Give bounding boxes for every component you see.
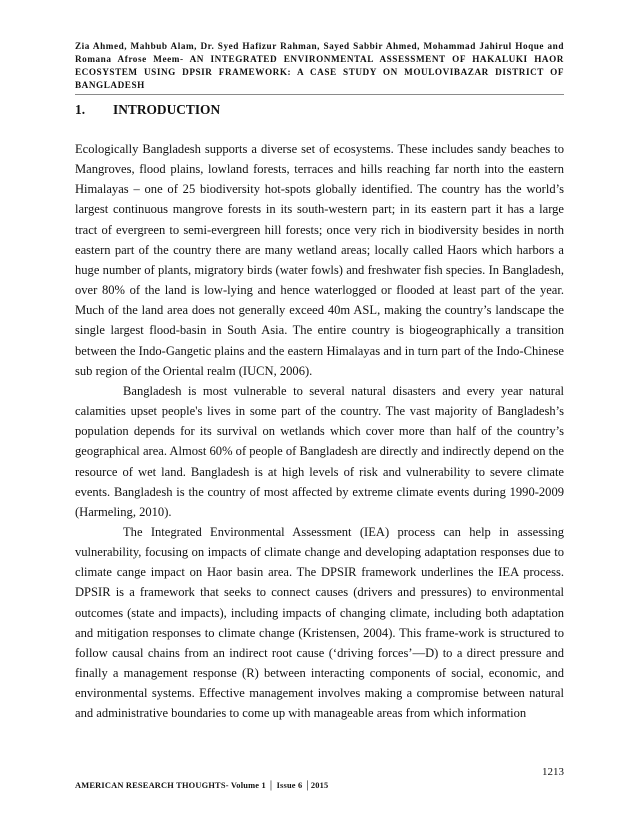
body-text xyxy=(75,139,564,724)
section-title: INTRODUCTION xyxy=(113,102,221,117)
paragraph-1: Ecologically Bangladesh supports a diverse set of ecosystems. These includes sandy beaches to Mangroves, flood plains, lowland forests, terraces and hills reaching far north into the eastern Himalayas – one of 25 biodiversity hot-spots globally identified. The country has the world’s largest continuous mangrove forests in its south-western part; in its eastern part it has a large tract of evergreen to semi-evergreen hill forests; once very rich in biodiversity besides in north eastern part of the country there are many wetland areas; locally called Haors which harbors a huge number of plants, migratory birds (water fowls) and freshwater fish species. In Bangladesh, over 80% of the land is low-lying and hence waterlogged or flooded at least part of the year. Much of the land area does not generally exceed 40m ASL, making the country’s landscape the single largest flood-basin in South Asia. The entire country is biogeographically a transition between the Indo-Gangetic plains and the eastern Himalayas and in turn part of the Indo-Chinese sub region of the Oriental realm (IUCN, 2006). xyxy=(75,142,564,378)
header-divider xyxy=(75,94,564,95)
section-heading xyxy=(75,101,564,119)
paragraph-3: The Integrated Environmental Assessment (IEA) process can help in assessing vulnerability, focusing on impacts of climate change and developing adaptation responses due to climate cange impact on Haor basin area. The DPSIR framework underlines the IEA process. DPSIR is a framework that seeks to connect causes (drivers and pressures) to environmental outcomes (state and impacts), including impacts of changing climate, including both adaptation and mitigation responses to climate change (Kristensen, 2004). This frame-work is structured to follow causal chains from an indirect root cause (‘driving forces’—D) to a direct pressure and finally a management response (R) between interacting components of social, economic, and environmental systems. Effective management involves making a compromise between natural and administrative boundaries to come up with manageable areas from which information xyxy=(75,524,564,721)
running-footer: AMERICAN RESEARCH THOUGHTS- Volume 1 │ Issue 6 │2015 xyxy=(75,781,329,790)
paragraph-2: Bangladesh is most vulnerable to several natural disasters and every year natural calamities upset people's lives in some part of the country. The vast majority of Bangladesh’s population depends for its survival on wetlands which cover more than half of the country’s geographical area. Almost 60% of people of Bangladesh are directly and indirectly depend on the resource of wet land. Bangladesh is at high levels of risk and vulnerability to severe climate events. Bangladesh is the country of most affected by extreme climate events during 1990-2009 (Harmeling, 2010). xyxy=(75,383,564,519)
section-number: 1. xyxy=(75,102,86,117)
running-header: Zia Ahmed, Mahbub Alam, Dr. Syed Hafizur Rahman, Sayed Sabbir Ahmed, Mohammad Jahirul Hoque and Romana Afrose Meem- AN INTEGRATED ENVIRONMENTAL ASSESSMENT OF HAKALUKI HAOR ECOSYSTEM USING DPSIR FRAMEWORK: A CASE STUDY ON MOULOVIBAZAR DISTRICT OF BANGLADESH xyxy=(75,41,564,90)
page-number: 1213 xyxy=(542,766,564,778)
